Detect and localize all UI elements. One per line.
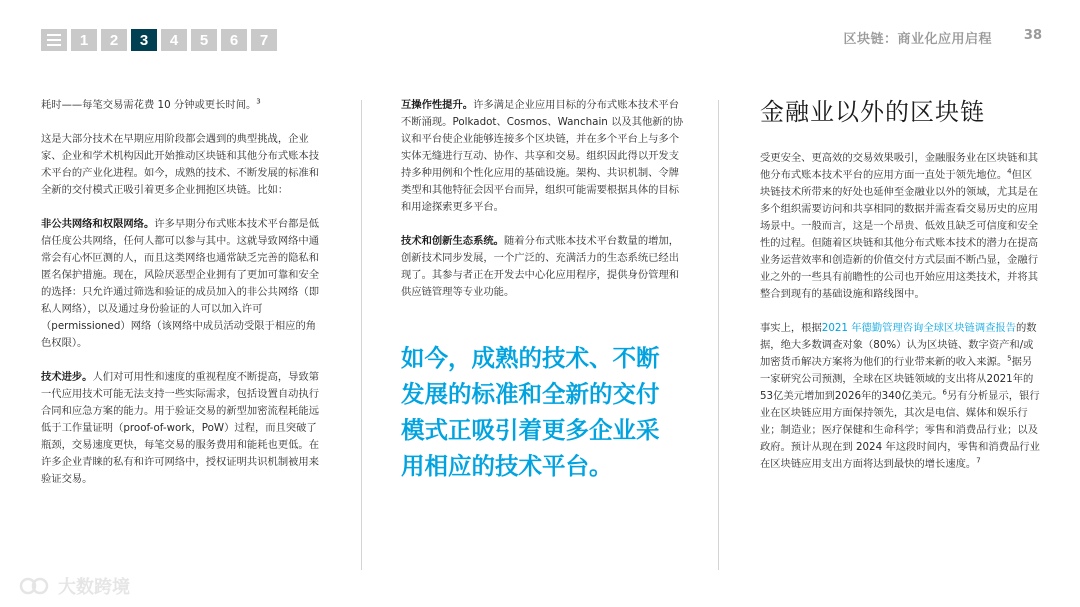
paragraph: 技术和创新生态系统。随着分布式账本技术平台数量的增加，创新技术同步发展，一个广泛的、充满活力的生态系统已经出现了。其参与者正在开发去中心化应用程序，提供身份管理和供应链管理等专业功能。 (401, 235, 680, 298)
paragraph-heading: 技术和创新生态系统。 (401, 235, 504, 247)
section-heading: 金融业以外的区块链 (760, 98, 985, 126)
nav-chapter-5[interactable]: 5 (191, 29, 217, 51)
footnote-ref[interactable]: 6 (942, 388, 947, 397)
watermark-text: 大数跨境 (58, 577, 130, 598)
footnote-ref[interactable]: 7 (976, 456, 981, 465)
menu-icon (47, 34, 61, 46)
paragraph-heading: 技术进步。 (41, 371, 93, 383)
footnote-ref[interactable]: 5 (1007, 354, 1012, 363)
paragraph-heading: 互操作性提升。 (401, 99, 474, 111)
page-number: 38 (1023, 28, 1042, 43)
nav-chapter-3[interactable]: 3 (131, 29, 157, 51)
paragraph: 事实上，根据2021 年德勤管理咨询全球区块链调查报告的数据，绝大多数调查对象（80%）认为区块链、数字资产和/或加密货币解决方案将为他们的行业带来新的收入来源。$^5$据另一家研究公司预测，全球在区块链领域的支出将从2021年的53亿美元增加到2026年的340亿美元。$^6$另有分析显示，银行业在区块链应用方面保持领先，其次是电信、媒体和娱乐行业；制造业；医疗保健和生命科学；零售和消费品行业；以及政府。预计从现在到 2024 年这段时间内，零售和消费品行业在区块链应用支出方面将达到最快的增长速度。$^7$ (760, 322, 1040, 470)
paragraph: 互操作性提升。许多满足企业应用目标的分布式账本技术平台不断涌现。Polkadot、Cosmos、Wanchain 以及其他新的协议和平台使企业能够连接多个区块链，并在多个平台上与多个实体无缝进行互动、协作、共享和交易。组织因此得以开发支持多种用例和个性化应用的基础设施。架构、共识机制、令牌类型和其他特征会因平台而异，组织可能需要根据具体的目标和用途探索更多平台。 (401, 99, 684, 213)
nav-chapter-1[interactable]: 1 (71, 29, 97, 51)
watermark (18, 573, 130, 599)
paragraph: 这是大部分技术在早期应用阶段都会遇到的典型挑战，企业家、企业和学术机构因此开始推动区块链和其他分布式账本技术平台的产业化进程。如今，成熟的技术、不断发展的标准和全新的交付模式正吸引着更多企业拥抱区块链。比如： (41, 133, 320, 196)
column-divider (718, 100, 719, 570)
menu-button[interactable] (41, 29, 67, 51)
column-middle (401, 97, 687, 318)
column-left (41, 97, 323, 505)
paragraph: 技术进步。人们对可用性和速度的重视程度不断提高，导致第一代应用技术可能无法支持一些实际需求，包括设置自动执行合同和应急方案的能力。用于验证交易的新型加密流程耗能远低于工作量证明（proof-of-work，PoW）过程，而且突破了瓶颈，交易速度更快，每笔交易的服务费用和能耗也更低。在许多企业青睐的私有和许可网络中，授权证明共识机制被用来验证交易。 (41, 371, 320, 485)
paragraph: 耗时——每笔交易需花费 10 分钟或更长时间。$^3$ (41, 97, 261, 111)
paragraph: 受更安全、更高效的交易效果吸引，金融服务业在区块链和其他分布式账本技术平台的应用方面一直处于领先地位。$^4$但区块链技术所带来的好处也延伸至金融业以外的领域，尤其是在多个组织需要访问和共享相同的数据并需查看交易历史的应用场景中。一般而言，这是一个昂贵、低效且缺乏可信度和安全性的过程。但随着区块链和其他分布式账本技术的潜力在提高业务运营效率和创造新的价值交付方式层面不断凸显，金融行业之外的一些具有前瞻性的公司也开始应用这类技术，并将其整合到现有的基础设施和路线图中。 (760, 152, 1039, 300)
column-divider (361, 100, 362, 570)
pull-quote: 如今，成熟的技术、不断发展的标准和全新的交付模式正吸引着更多企业采用相应的技术平台。 (401, 344, 660, 480)
nav-chapter-2[interactable]: 2 (101, 29, 127, 51)
nav-chapter-4[interactable]: 4 (161, 29, 187, 51)
document-title: 区块链：商业化应用启程 (843, 32, 992, 47)
paragraph: 非公共网络和权限网络。许多早期分布式账本技术平台都是低信任度公共网络，任何人都可以参与其中。这就导致网络中通常会有心怀叵测的人，而且这类网络也通常缺乏完善的隐私和匿名保护措施。现在，风险厌恶型企业拥有了更加可靠和安全的选择：只允许通过筛选和验证的成员加入的非公共网络（即私人网络），以及通过身份验证的人可以加入许可（permissioned）网络（该网络中成员活动受限于相应的角色权限）。 (41, 218, 320, 349)
nav-chapter-6[interactable]: 6 (221, 29, 247, 51)
watermark-logo-icon (18, 576, 52, 596)
paragraph-heading: 非公共网络和权限网络。 (41, 218, 155, 230)
footnote-ref[interactable]: 3 (256, 97, 261, 106)
chapter-nav (41, 29, 277, 51)
column-right (760, 150, 1042, 490)
survey-report-link[interactable]: 2021 年德勤管理咨询全球区块链调查报告 (821, 322, 1017, 334)
footnote-ref[interactable]: 4 (1007, 167, 1012, 176)
nav-chapter-7[interactable]: 7 (251, 29, 277, 51)
